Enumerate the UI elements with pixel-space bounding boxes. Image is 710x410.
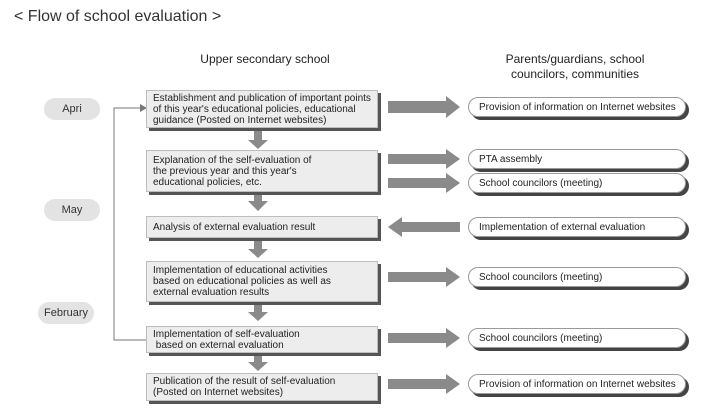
right-arrow-3 [388,173,460,193]
column-header-school: Upper secondary school [200,52,330,66]
output-pill-7: Provision of information on Internet websites [468,374,686,394]
output-pill-6: School councilors (meeting) [468,328,686,348]
step-box-3 [146,216,378,238]
column-header-parents-line-2: councilors, communities [510,67,640,81]
step-4-line-1: Implementation of educational activities [153,265,328,276]
step-6-line-2: (Posted on Internet websites) [153,387,284,398]
left-arrow-4 [388,217,460,237]
step-1-line-1: Establishment and publication of important points [153,92,371,104]
right-arrow-1 [388,96,460,118]
step-2-line-1: Explanation of the self-evaluation of [153,154,312,166]
month-label-may: May [44,199,100,221]
step-box-2 [146,150,378,192]
step-2-line-2: the previous year and this year's [153,165,297,177]
right-arrow-6 [388,328,460,348]
step-1-line-3: guidance (Posted on Internet websites) [153,114,327,126]
month-label-february: February [38,302,94,324]
column-header-parents-line-1: Parents/guardians, school [505,52,645,66]
step-box-5 [146,326,378,353]
step-5-line-2: based on external evaluation [153,339,284,351]
output-pill-2: PTA assembly [468,149,686,169]
step-5-line-1: Implementation of self-evaluation [153,328,300,340]
step-1-line-2: of this year's educational policies, educational [153,103,356,115]
output-pill-5: School councilors (meeting) [468,267,686,287]
down-arrow-4 [248,304,268,321]
diagram-title: < Flow of school evaluation > [14,8,222,25]
output-pill-4: Implementation of external evaluation [468,217,686,237]
down-arrow-3 [248,240,268,258]
month-label-april: Apri [44,98,100,120]
down-arrow-2 [248,193,268,211]
step-6-line-1: Publication of the result of self-evaluation [153,376,336,387]
down-arrow-1 [248,130,268,149]
loop-back-line [114,108,146,340]
step-box-6 [146,373,378,401]
output-pill-1: Provision of information on Internet websites [468,97,686,117]
step-4-line-3: external evaluation results [153,287,270,298]
step-2-line-3: educational policies, etc. [153,176,262,188]
right-arrow-7 [388,374,460,394]
step-box-1 [146,90,378,128]
output-pill-3: School councilors (meeting) [468,173,686,193]
step-4-line-2: based on educational policies as well as [153,276,331,287]
down-arrow-5 [248,354,268,371]
right-arrow-2 [388,149,460,169]
right-arrow-5 [388,267,460,287]
step-box-4 [146,261,378,302]
step-3-line-1: Analysis of external evaluation result [153,221,316,233]
horizontal-arrows [388,96,460,394]
